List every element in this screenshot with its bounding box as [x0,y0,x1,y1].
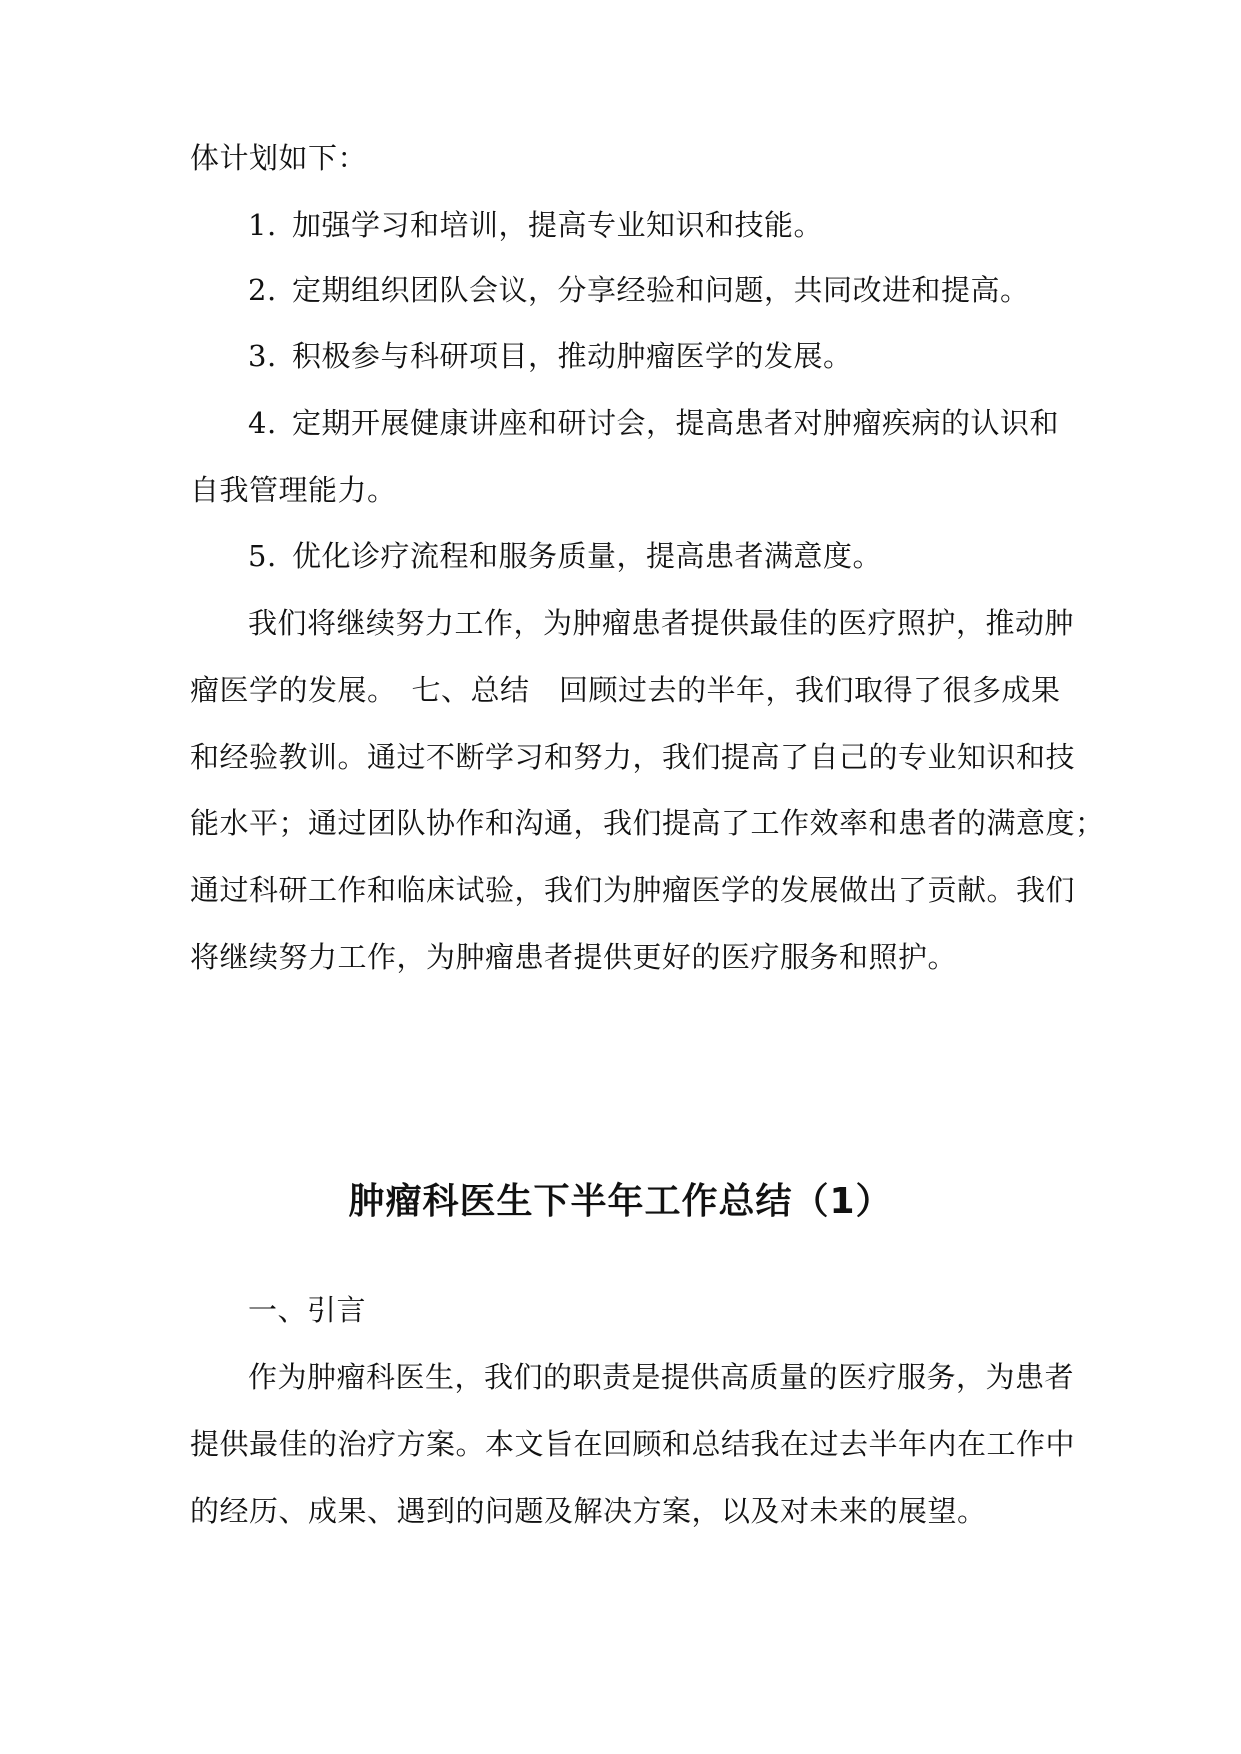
intro-paragraph-line-1: 作为肿瘤科医生，我们的职责是提供高质量的医疗服务，为患者 [248,1360,1075,1394]
plan-item-number: 5. [248,539,277,573]
plan-item-text: 加强学习和培训，提高专业知识和技能。 [292,208,824,242]
intro-line: 体计划如下： [190,141,368,175]
intro-paragraph-line-3: 的经历、成果、遇到的问题及解决方案，以及对未来的展望。 [190,1494,987,1528]
plan-item-number: 4. [248,406,277,440]
intro-paragraph-line-2: 提供最佳的治疗方案。本文旨在回顾和总结我在过去半年内在工作中 [190,1427,1076,1461]
section-title: 一、引言 [248,1293,367,1327]
summary-line-2: 瘤医学的发展。 七、总结 回顾过去的半年，我们取得了很多成果 [190,673,1061,707]
plan-item-3 [248,336,1050,376]
plan-item-number: 3. [248,339,277,373]
summary-line-1: 我们将继续努力工作，为肿瘤患者提供最佳的医疗照护，推动肿 [248,606,1075,640]
plan-item-text: 定期组织团队会议，分享经验和问题，共同改进和提高。 [292,273,1030,307]
plan-item-4 [248,403,1060,443]
plan-item-5 [248,536,1050,576]
plan-item-text: 积极参与科研项目，推动肿瘤医学的发展。 [292,339,853,373]
section-heading: 肿瘤科医生下半年工作总结（1） [348,1181,893,1222]
plan-item-text: 优化诊疗流程和服务质量，提高患者满意度。 [292,539,883,573]
summary-line-4: 能水平；通过团队协作和沟通，我们提高了工作效率和患者的满意度； [190,806,1105,840]
summary-line-3: 和经验教训。通过不断学习和努力，我们提高了自己的专业知识和技 [190,740,1076,774]
plan-item-2 [248,270,1050,310]
plan-item-number: 2. [248,273,277,307]
plan-item-text: 定期开展健康讲座和研讨会，提高患者对肿瘤疾病的认识和 [292,406,1060,440]
plan-item-number: 1. [248,208,277,242]
summary-line-5: 通过科研工作和临床试验，我们为肿瘤医学的发展做出了贡献。我们 [190,873,1076,907]
summary-line-6: 将继续努力工作，为肿瘤患者提供更好的医疗服务和照护。 [190,940,958,974]
plan-item-4-continued: 自我管理能力。 [190,473,397,507]
plan-item-1 [248,205,1050,245]
